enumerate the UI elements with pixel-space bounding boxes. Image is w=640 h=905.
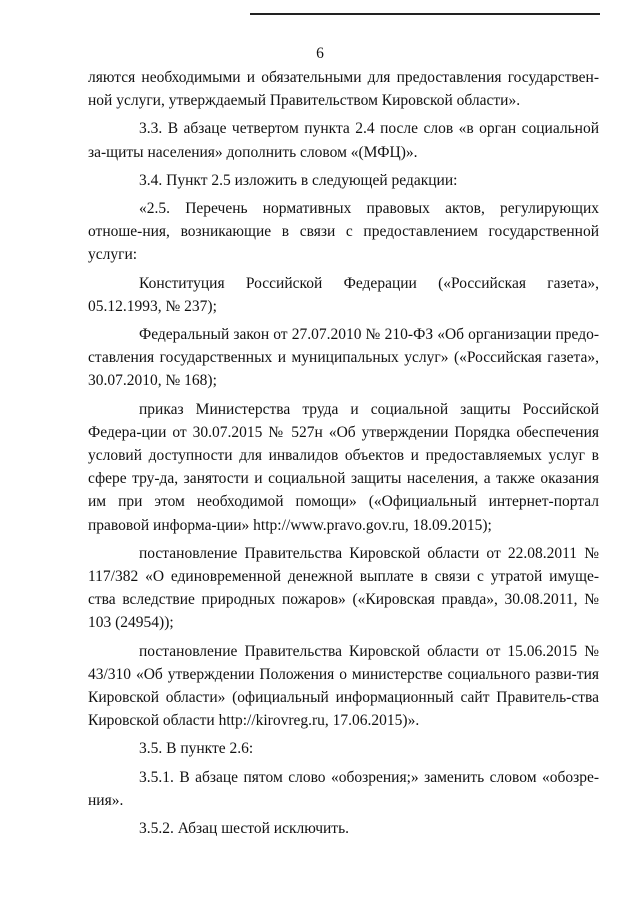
document-body — [88, 66, 599, 840]
top-rule — [250, 13, 600, 15]
paragraph-ministry-order: приказ Министерства труда и социальной защиты Российской Федера-ции от 30.07.2015 № 527н «Об утверждении Порядка обеспечения условий доступности для инвалидов объектов и предоставляемых услуг в сфере тру-да, занятости и социальной защиты населения, а также оказания им при этом необходимой помощи» («Официальный интернет-портал правовой информа-ции» http://www.pravo.gov.ru, 18.09.2015); — [88, 400, 599, 534]
paragraph-resolution-2015: постановление Правительства Кировской области от 15.06.2015 № 43/310 «Об утверждении Положения о министерстве социального разви-тия Кировской области» (официальный информационный сайт Правитель-ства Кировской области http://kirovreg.ru, 17.06.2015)». — [88, 642, 599, 730]
paragraph-3-4: 3.4. Пункт 2.5 изложить в следующей редакции: — [139, 171, 458, 189]
paragraph-continuation: ляются необходимыми и обязательными для предоставления государствен-ной услуги, утверждаемый Правительством Кировской области». — [88, 69, 599, 110]
paragraph-federal-law: Федеральный закон от 27.07.2010 № 210-ФЗ «Об организации предо-ставления государственных и муниципальных услуг» («Российская газета», 30.07.2010, № 168); — [88, 326, 599, 390]
paragraph-resolution-2011: постановление Правительства Кировской области от 22.08.2011 № 117/382 «О единовременной денежной выплате в связи с утратой имуще-ства вследствие природных пожаров» («Кировская правда», 30.08.2011, № 103 (24954)); — [88, 544, 599, 632]
paragraph-3-3: 3.3. В абзаце четвертом пункта 2.4 после слов «в орган социальной за-щиты населения» дополнить словом «(МФЦ)». — [88, 120, 599, 161]
paragraph-constitution: Конституция Российской Федерации («Российская газета», 05.12.1993, № 237); — [88, 274, 599, 315]
paragraph-3-5-2: 3.5.2. Абзац шестой исключить. — [139, 820, 350, 838]
paragraph-3-5-1: 3.5.1. В абзаце пятом слово «обозрения;» заменить словом «обозре-ния». — [88, 768, 599, 809]
page-number: 6 — [316, 45, 324, 62]
paragraph-2-5-intro: «2.5. Перечень нормативных правовых актов, регулирующих отноше-ния, возникающие в связи с предоставлением государственной услуги: — [88, 200, 599, 264]
paragraph-3-5: 3.5. В пункте 2.6: — [139, 740, 254, 758]
